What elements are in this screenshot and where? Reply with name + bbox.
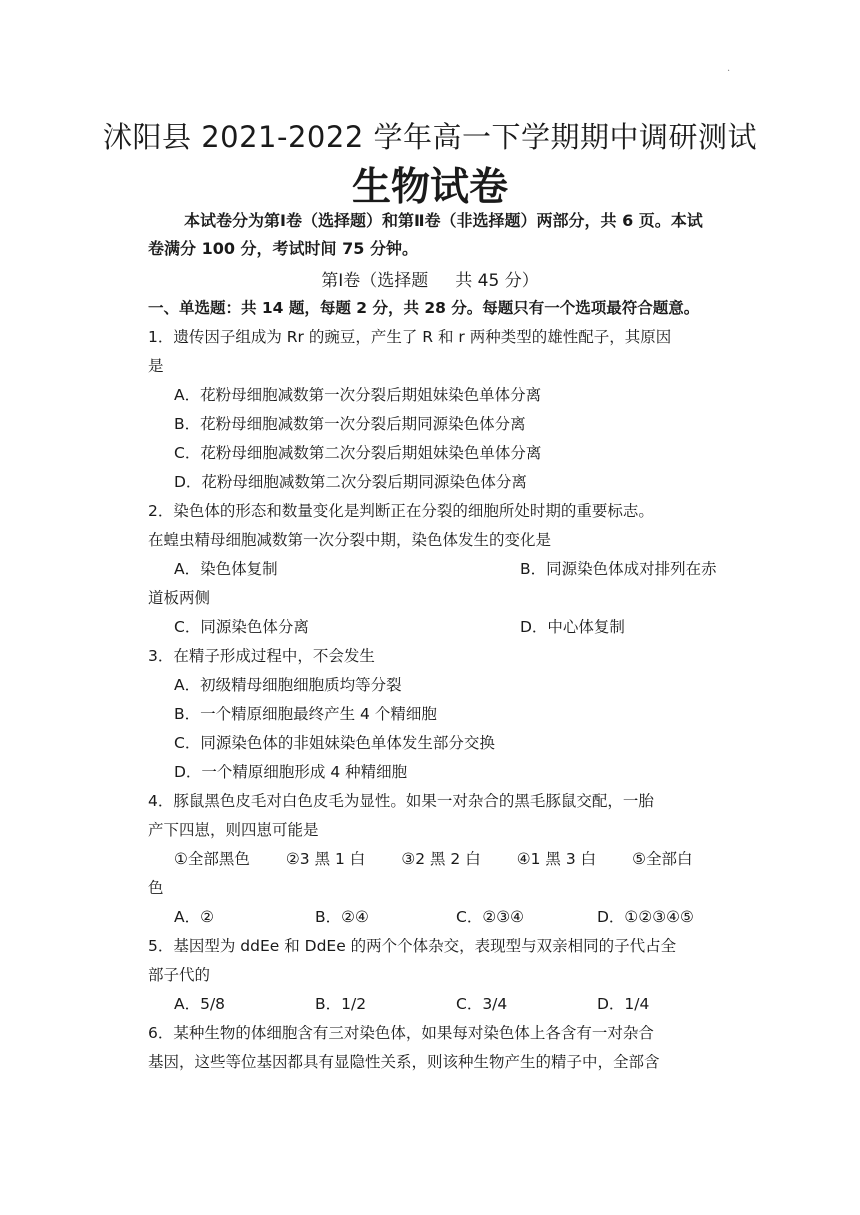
option-b: B．1/2 — [315, 995, 367, 1013]
question-stem-line: 1．遗传因子组成为 Rr 的豌豆，产生了 R 和 r 两种类型的雄性配子，其原因 — [148, 328, 672, 346]
item-5-continued: 色 — [148, 879, 164, 897]
question-stem-line: 在蝗虫精母细胞减数第一次分裂中期，染色体发生的变化是 — [148, 531, 552, 549]
question-stem-line: 6．某种生物的体细胞含有三对染色体，如果每对染色体上各含有一对杂合 — [148, 1024, 654, 1042]
item-2: ②3 黑 1 白 — [285, 850, 366, 868]
item-5: ⑤全部白 — [632, 850, 693, 868]
option-a: A．② — [174, 908, 214, 926]
option-d: D．一个精原细胞形成 4 种精细胞 — [174, 763, 408, 781]
option-b: B．②④ — [315, 908, 369, 926]
option-c: C．同源染色体的非姐妹染色单体发生部分交换 — [174, 734, 495, 752]
option-a: A．初级精母细胞细胞质均等分裂 — [174, 676, 402, 694]
question-stem-line: 是 — [148, 357, 164, 375]
option-c: C．同源染色体分离 — [174, 618, 309, 636]
option-d: D．花粉母细胞减数第二次分裂后期同源染色体分离 — [174, 473, 527, 491]
option-c: C．②③④ — [456, 908, 525, 926]
option-b-continued: 道板两侧 — [148, 589, 211, 607]
option-row — [148, 555, 718, 584]
question-stem-line: 部子代的 — [148, 966, 211, 984]
option-b: B．花粉母细胞减数第一次分裂后期同源染色体分离 — [174, 415, 526, 433]
question-stem-line: 4．豚鼠黑色皮毛对白色皮毛为显性。如果一对杂合的黑毛豚鼠交配，一胎 — [148, 792, 654, 810]
item-1: ①全部黑色 — [174, 850, 250, 868]
item-4: ④1 黑 3 白 — [516, 850, 597, 868]
option-d: D．中心体复制 — [520, 618, 625, 636]
question-stem-line: 2．染色体的形态和数量变化是判断正在分裂的细胞所处时期的重要标志。 — [148, 502, 654, 520]
option-d: D．①②③④⑤ — [597, 908, 694, 926]
option-a: A．5/8 — [174, 995, 226, 1013]
option-a: A．染色体复制 — [174, 560, 278, 578]
option-row — [148, 990, 718, 1019]
question-stem-line: 产下四崽，则四崽可能是 — [148, 821, 319, 839]
subject-title: 生物试卷 — [351, 165, 508, 210]
item-3: ③2 黑 2 白 — [401, 850, 481, 868]
option-row — [148, 903, 718, 932]
option-b: B．一个精原细胞最终产生 4 个精细胞 — [174, 705, 437, 723]
option-c: C．3/4 — [456, 995, 508, 1013]
question-stem-line: 基因，这些等位基因都具有显隐性关系，则该种生物产生的精子中，全部含 — [148, 1053, 660, 1071]
exam-title: 沭阳县 2021-2022 学年高一下学期期中调研测试 — [102, 120, 757, 154]
option-a: A．花粉母细胞减数第一次分裂后期姐妹染色单体分离 — [174, 386, 542, 404]
section-title: 第Ⅰ卷（选择题 共 45 分） — [321, 271, 539, 291]
option-b: B．同源染色体成对排列在赤 — [520, 560, 717, 578]
question-stem-line: 3．在精子形成过程中，不会发生 — [148, 647, 375, 665]
question-stem-line: 5．基因型为 ddEe 和 DdEe 的两个个体杂交，表现型与双亲相同的子代占全 — [148, 937, 677, 955]
option-d: D．1/4 — [597, 995, 650, 1013]
option-c: C．花粉母细胞减数第二次分裂后期姐妹染色单体分离 — [174, 444, 542, 462]
exam-intro: 本试卷分为第Ⅰ卷（选择题）和第Ⅱ卷（非选择题）两部分，共 6 页。本试卷满分 100 分，考试时间 75 分钟。 — [148, 211, 703, 258]
corner-dot: · — [727, 66, 731, 77]
question-list — [148, 294, 718, 1077]
item-row — [148, 845, 718, 874]
option-row — [148, 613, 718, 642]
part-title: 一、单选题：共 14 题，每题 2 分，共 28 分。每题只有一个选项最符合题意。 — [148, 299, 700, 317]
